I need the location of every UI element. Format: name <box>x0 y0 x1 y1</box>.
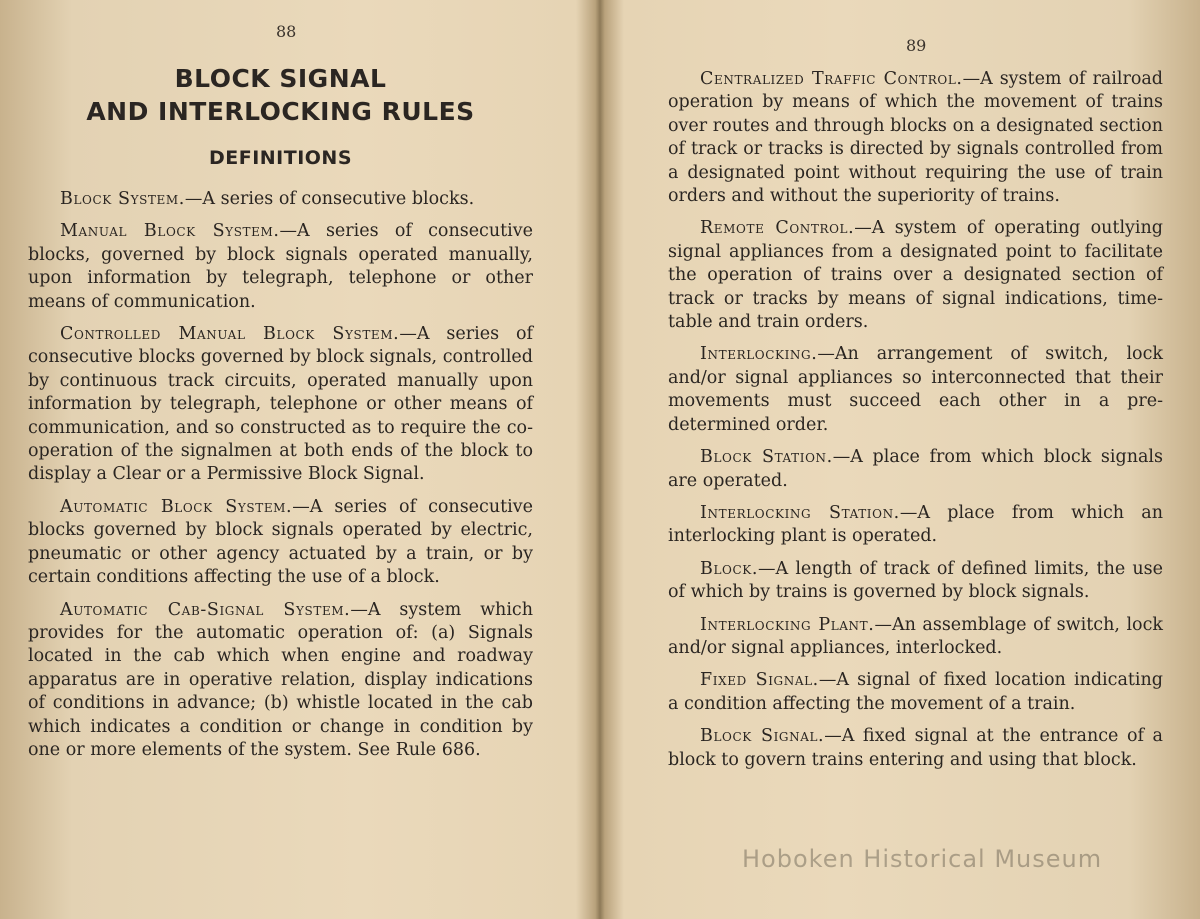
definition-paragraph <box>28 599 533 763</box>
definition-term: Block System. <box>60 189 185 209</box>
definition-paragraph <box>668 558 1163 605</box>
definition-paragraph <box>668 614 1163 661</box>
page-number: 89 <box>906 36 927 55</box>
definition-term: Interlocking Station. <box>700 502 900 523</box>
definition-term: Interlocking Plant. <box>700 614 875 635</box>
definition-text: —A place from which an interlocking plant is operated. <box>668 502 1163 547</box>
definition-term: Manual Block System. <box>60 221 280 242</box>
definition-paragraph <box>668 669 1163 716</box>
definition-term: Centralized Traffic Control. <box>700 69 963 89</box>
definition-text: —An assemblage of switch, lock and/or signal appliances, interlocked. <box>668 614 1163 658</box>
definition-paragraph <box>668 68 1163 208</box>
definition-paragraph <box>668 217 1163 334</box>
definition-term: Block Signal. <box>700 726 825 747</box>
page-title-line-2: AND INTERLOCKING RULES <box>86 97 475 126</box>
definition-term: Automatic Cab-Signal System. <box>60 599 351 620</box>
definition-paragraph <box>668 502 1163 549</box>
definition-paragraph <box>28 323 533 487</box>
page-number: 88 <box>276 22 297 41</box>
definition-paragraph <box>28 496 533 590</box>
watermark: Hoboken Historical Museum <box>742 845 1103 873</box>
definition-paragraph <box>28 188 533 211</box>
definition-text: —A length of track of defined limits, the use of which by trains is governed by block signals. <box>668 558 1163 603</box>
definition-text: —A place from which block signals are operated. <box>668 447 1163 491</box>
definition-paragraph <box>668 343 1163 437</box>
definition-term: Controlled Manual Block System. <box>60 324 400 345</box>
definition-paragraph <box>668 725 1163 772</box>
definition-text: —A series of consecutive blocks, governed by block signals operated manually, upon information by telegraph, telephone or other means of communication. <box>28 221 533 312</box>
definition-term: Block Station. <box>700 447 833 468</box>
definition-text: —A fixed signal at the entrance of a block to govern trains entering and using that block. <box>668 726 1163 770</box>
section-heading: DEFINITIONS <box>208 147 353 169</box>
definition-term: Interlocking. <box>700 344 818 365</box>
definition-paragraph <box>668 446 1163 493</box>
definition-text: —A signal of fixed location indicating a condition affecting the movement of a train. <box>668 670 1163 714</box>
definition-paragraph <box>28 220 533 314</box>
definition-text: —A series of consecutive blocks. <box>184 189 475 209</box>
definition-text: —A system which provides for the automatic operation of: (a) Signals located in the cab which when engine and roadway apparatus are in operative relation, display indications of conditions in advance; (b) whistle located in the cab which indicates a condition or change in condition by one or more elements of the system. See Rule 686. <box>28 599 533 760</box>
definition-term: Fixed Signal. <box>700 670 819 691</box>
definition-text: —A system of operating outlying signal appliances from a designated point to facilitate the operation of trains over a designated section of track or tracks by means of signal indications, time-table and train orders. <box>668 218 1163 333</box>
page-title: BLOCK SIGNAL <box>174 64 387 93</box>
right-page <box>668 0 1163 919</box>
definitions-list <box>28 188 533 771</box>
definition-term: Block. <box>700 558 758 579</box>
definition-text: —An arrangement of switch, lock and/or signal appliances so interconnected that their movements must succeed each other in a pre-determined order. <box>668 344 1163 435</box>
definition-term: Automatic Block System. <box>60 496 293 517</box>
definition-text: —A series of consecutive blocks governed by block signals operated by electric, pneumatic or other agency actuated by a train, or by certain conditions affecting the use of a block. <box>28 496 533 588</box>
definition-text: —A series of consecutive blocks governed by block signals, controlled by continuous track circuits, operated manually upon information by telegraph, telephone or other means of communication, and so constructed as to require the co-operation of the signalmen at both ends of the block to display a Clear or a Permissive Block Signal. <box>28 324 533 485</box>
definition-term: Remote Control. <box>700 218 855 239</box>
definition-text: —A system of railroad operation by means of which the movement of trains over routes and through blocks on a designated section of track or tracks is directed by signals controlled from a designated point without requiring the use of train orders and without the superiority of trains. <box>668 69 1163 207</box>
definitions-list <box>668 68 1163 781</box>
left-page <box>28 0 533 919</box>
